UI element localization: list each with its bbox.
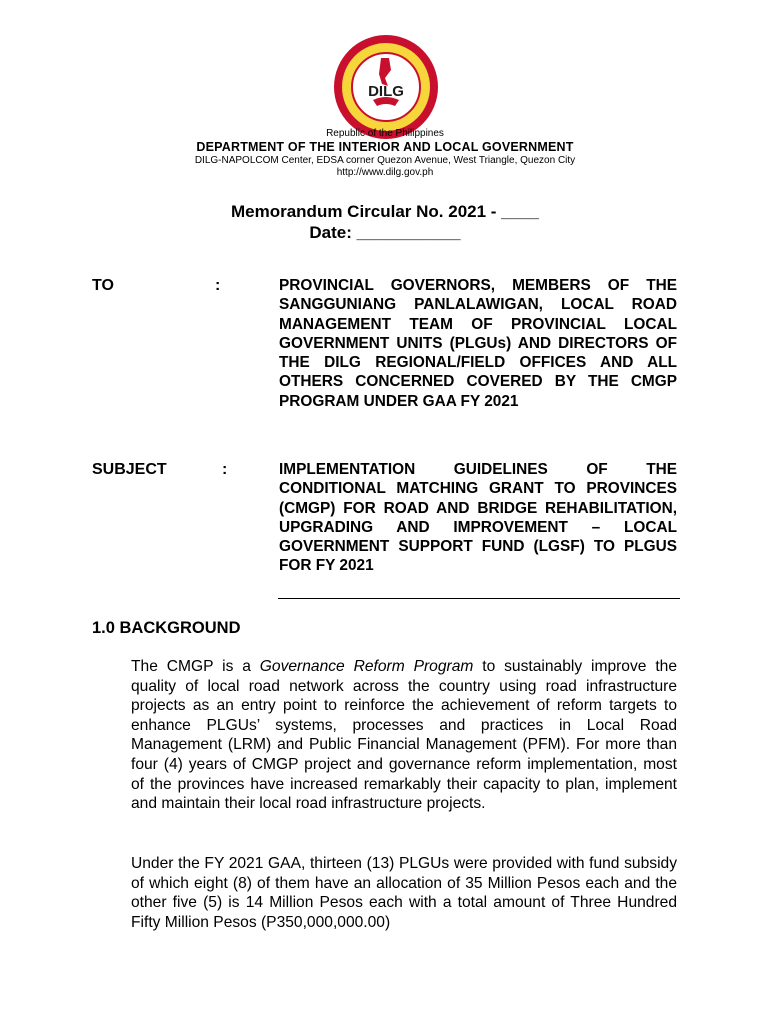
svg-text:DILG: DILG <box>368 83 404 100</box>
subject-value: IMPLEMENTATION GUIDELINES OF THE CONDITIONAL MATCHING GRANT TO PROVINCES (CMGP) FOR ROAD AND BRIDGE REHABILITATION, UPGRADING AND IMPROVEMENT – LOCAL GOVERNMENT SUPPORT FUND (LGSF) TO PLGUS FOR FY 2021 <box>279 461 677 575</box>
subject-label: SUBJECT <box>92 461 167 478</box>
memorandum-date: Date: ___________ <box>309 223 461 242</box>
program-name-emphasis: Governance Reform Program <box>259 658 474 675</box>
memorandum-number: Memorandum Circular No. 2021 - ____ <box>230 202 539 221</box>
republic-line: Republic of the Philippines <box>326 128 444 139</box>
dilg-seal-logo <box>333 34 439 140</box>
section-heading-background: 1.0 BACKGROUND <box>92 619 241 637</box>
to-value: PROVINCIAL GOVERNORS, MEMBERS OF THE SANGGUNIANG PANLALAWIGAN, LOCAL ROAD MANAGEMENT TEAM OF PROVINCIAL LOCAL GOVERNMENT UNITS (PLGUs) AND DIRECTORS OF THE DILG REGIONAL/FIELD OFFICES AND ALL OTHERS CONCERNED COVERED BY THE CMGP PROGRAM UNDER GAA FY 2021 <box>279 277 677 410</box>
department-address: DILG-NAPOLCOM Center, EDSA corner Quezon Avenue, West Triangle, Quezon City <box>194 155 576 166</box>
to-label: TO <box>92 277 114 294</box>
department-name: DEPARTMENT OF THE INTERIOR AND LOCAL GOVERNMENT <box>196 140 574 154</box>
subject-colon: : <box>222 461 228 478</box>
to-colon: : <box>215 277 221 294</box>
background-paragraph-2: Under the FY 2021 GAA, thirteen (13) PLGUs were provided with fund subsidy of which eight (8) of them have an allocation of 35 Million Pesos each and the other five (5) is 14 Million Pesos each with a total amount of Three Hundred Fifty Million Pesos (P350,000,000.00) <box>131 855 677 931</box>
background-paragraph-1: The CMGP is a Governance Reform Program to sustainably improve the quality of local road network across the country using road infrastructure projects as an entry point to reinforce the achievement of reform targets to enhance PLGUs’ systems, processes and practices in Local Road Management (LRM) and Public Financial Management (PFM). For more than four (4) years of CMGP project and governance reform implementation, most of the provinces have increased remarkably their capacity to plan, implement and maintain their local road infrastructure projects. <box>131 658 677 813</box>
subject-divider <box>278 598 680 599</box>
department-website: http://www.dilg.gov.ph <box>336 167 434 178</box>
